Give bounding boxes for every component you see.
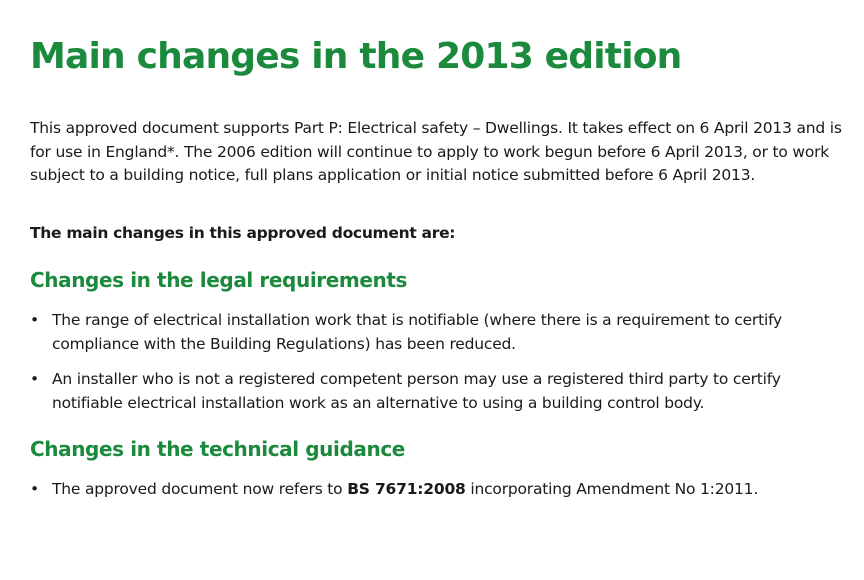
legal-requirements-list [30, 309, 845, 427]
technical-guidance-list [30, 478, 845, 514]
main-changes-lead: The main changes in this approved document are: [30, 224, 456, 242]
page-title: Main changes in the 2013 edition [30, 36, 682, 77]
intro-paragraph: This approved document supports Part P: Electrical safety – Dwellings. It takes effect on 6 April 2013 and is for use in England*. The 2006 edition will continue to apply to work begun before 6 April 2013, or to work subject to a building notice, full plans application or initial notice submitted before 6 April 2013. [30, 119, 842, 184]
text-before-reference: The approved document now refers to [52, 480, 348, 498]
list-item-text: The range of electrical installation work that is notifiable (where there is a requirement to certify compliance with the Building Regulations) has been reduced. [52, 311, 783, 353]
list-item [30, 478, 845, 502]
list-item-text: An installer who is not a registered competent person may use a registered third party to certify notifiable electrical installation work as an alternative to using a building control body. [52, 370, 781, 412]
legal-requirements-heading: Changes in the legal requirements [30, 268, 408, 292]
list-item [30, 309, 845, 356]
text-after-reference: incorporating Amendment No 1:2011. [465, 480, 759, 498]
bullet-icon: • [30, 370, 39, 388]
list-item [30, 368, 845, 415]
bullet-icon: • [30, 311, 39, 329]
standard-reference: BS 7671:2008 [347, 480, 466, 498]
bullet-icon: • [30, 480, 39, 498]
technical-guidance-heading: Changes in the technical guidance [30, 437, 405, 461]
list-item-text [52, 480, 758, 498]
